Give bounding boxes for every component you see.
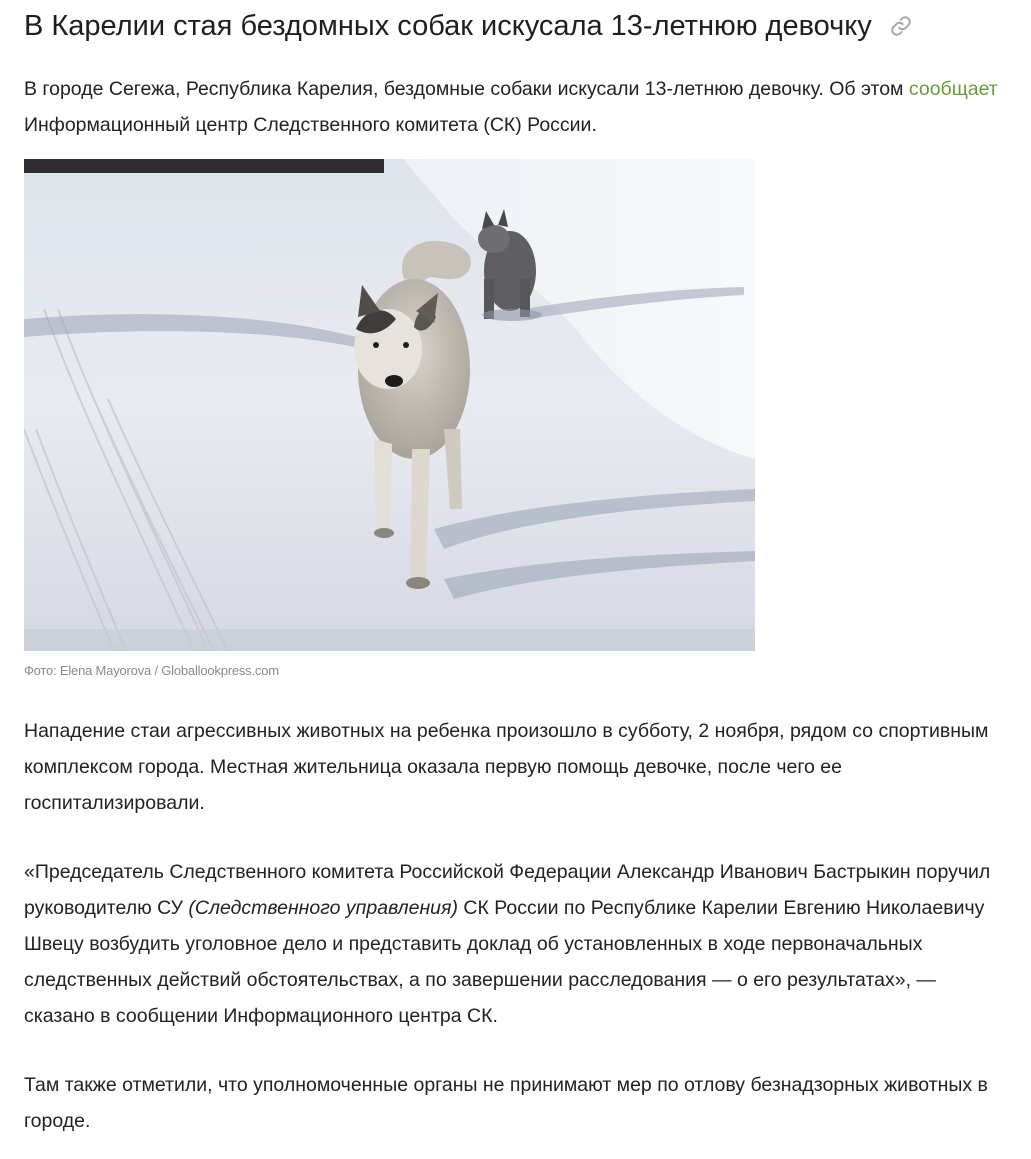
quote-italic-note: (Следственного управления) [188,897,458,919]
quote-text-start: «Председатель Следственного комитета Российской Федерации Александр Иванович Бастрыкин поручил руководителю СУ [24,861,991,919]
intro-text-end: Информационный центр Следственного комитета (СК) России. [24,114,597,136]
article-title: В Карелии стая бездомных собак искусала 13-летнюю девочку [24,10,872,42]
intro-text-start: В городе Сегежа, Республика Карелия, бездомные собаки искусали 13-летнюю девочку. Об этом [24,78,909,100]
article-paragraph: Нападение стаи агрессивных животных на ребенка произошло в субботу, 2 ноября, рядом со спортивным комплексом города. Местная жительница оказала первую помощь девочке, после чего ее госпитализировали. [24,720,989,814]
link-icon[interactable] [890,15,912,37]
article-paragraph-final: Там также отметили, что уполномоченные органы не принимают мер по отлову безнадзорных животных в городе. [24,1074,988,1132]
article-header [24,8,912,44]
quote-paragraph [24,854,1009,1034]
photo-caption: Фото: Elena Mayorova / Globallookpress.com [24,663,279,678]
source-link[interactable]: сообщает [908,78,998,100]
quote-text-end: СК России по Республике Карелии Евгению Николаевичу Швецу возбудить уголовное дело и представить доклад об установленных в ходе первоначальных следственных действий обстоятельствах, а по завершении расследования — о его результатах», — сказано в сообщении Информационного центра СК. [24,897,985,1027]
intro-paragraph [24,71,1009,143]
article-photo [24,159,755,651]
